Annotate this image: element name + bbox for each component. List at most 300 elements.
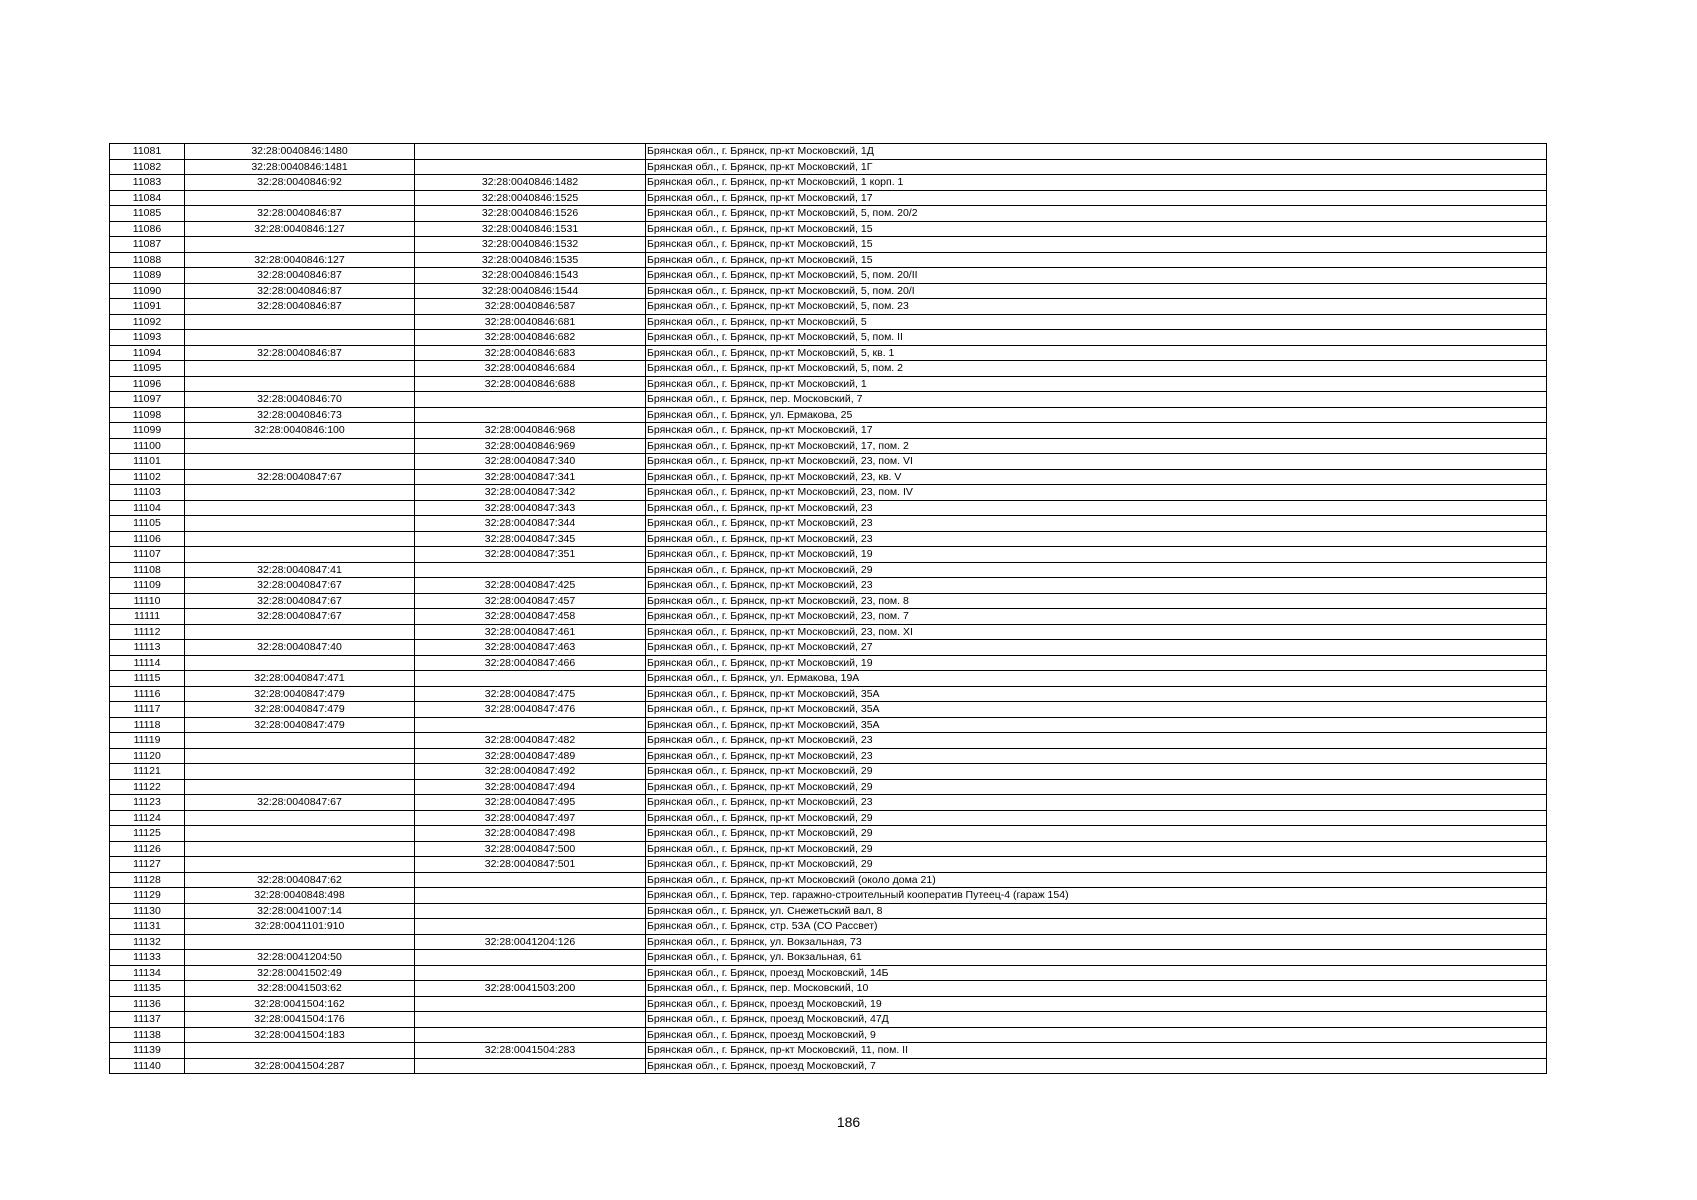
address-cell: Брянская обл., г. Брянск, пр-кт Московский, 23 bbox=[646, 516, 1547, 532]
object-cadastral-number-cell bbox=[415, 996, 646, 1012]
row-number-cell: 11133 bbox=[110, 950, 185, 966]
land-cadastral-number-cell: 32:28:0041504:287 bbox=[185, 1058, 415, 1074]
address-cell: Брянская обл., г. Брянск, пр-кт Московский, 23 bbox=[646, 748, 1547, 764]
object-cadastral-number-cell: 32:28:0040846:681 bbox=[415, 314, 646, 330]
table-row bbox=[110, 190, 1547, 206]
object-cadastral-number-cell bbox=[415, 872, 646, 888]
address-cell: Брянская обл., г. Брянск, пр-кт Московский, 5, пом. 20/2 bbox=[646, 206, 1547, 222]
address-cell: Брянская обл., г. Брянск, ул. Снежетьский вал, 8 bbox=[646, 903, 1547, 919]
land-cadastral-number-cell: 32:28:0040847:471 bbox=[185, 671, 415, 687]
object-cadastral-number-cell: 32:28:0040846:1531 bbox=[415, 221, 646, 237]
land-cadastral-number-cell: 32:28:0040846:1481 bbox=[185, 159, 415, 175]
land-cadastral-number-cell: 32:28:0041007:14 bbox=[185, 903, 415, 919]
row-number-cell: 11121 bbox=[110, 764, 185, 780]
table-row bbox=[110, 779, 1547, 795]
row-number-cell: 11126 bbox=[110, 841, 185, 857]
object-cadastral-number-cell: 32:28:0041504:283 bbox=[415, 1043, 646, 1059]
table-row bbox=[110, 423, 1547, 439]
address-cell: Брянская обл., г. Брянск, пр-кт Московский, 1Г bbox=[646, 159, 1547, 175]
table-row bbox=[110, 283, 1547, 299]
land-cadastral-number-cell bbox=[185, 934, 415, 950]
land-cadastral-number-cell bbox=[185, 764, 415, 780]
row-number-cell: 11088 bbox=[110, 252, 185, 268]
row-number-cell: 11103 bbox=[110, 485, 185, 501]
land-cadastral-number-cell: 32:28:0041504:176 bbox=[185, 1012, 415, 1028]
address-cell: Брянская обл., г. Брянск, пр-кт Московский, 5, пом. 23 bbox=[646, 299, 1547, 315]
land-cadastral-number-cell: 32:28:0040846:70 bbox=[185, 392, 415, 408]
land-cadastral-number-cell: 32:28:0041204:50 bbox=[185, 950, 415, 966]
row-number-cell: 11106 bbox=[110, 531, 185, 547]
address-cell: Брянская обл., г. Брянск, пр-кт Московский, 23 bbox=[646, 795, 1547, 811]
table-row bbox=[110, 686, 1547, 702]
address-cell: Брянская обл., г. Брянск, пр-кт Московский, 17, пом. 2 bbox=[646, 438, 1547, 454]
row-number-cell: 11087 bbox=[110, 237, 185, 253]
land-cadastral-number-cell bbox=[185, 237, 415, 253]
object-cadastral-number-cell: 32:28:0040846:1543 bbox=[415, 268, 646, 284]
object-cadastral-number-cell: 32:28:0040847:476 bbox=[415, 702, 646, 718]
table-row bbox=[110, 934, 1547, 950]
table-row bbox=[110, 500, 1547, 516]
table-row bbox=[110, 919, 1547, 935]
land-cadastral-number-cell: 32:28:0040846:127 bbox=[185, 252, 415, 268]
row-number-cell: 11101 bbox=[110, 454, 185, 470]
object-cadastral-number-cell: 32:28:0040847:494 bbox=[415, 779, 646, 795]
row-number-cell: 11095 bbox=[110, 361, 185, 377]
row-number-cell: 11129 bbox=[110, 888, 185, 904]
object-cadastral-number-cell bbox=[415, 144, 646, 160]
row-number-cell: 11120 bbox=[110, 748, 185, 764]
object-cadastral-number-cell: 32:28:0040847:344 bbox=[415, 516, 646, 532]
row-number-cell: 11115 bbox=[110, 671, 185, 687]
address-cell: Брянская обл., г. Брянск, ул. Ермакова, 19А bbox=[646, 671, 1547, 687]
registry-table-body bbox=[110, 144, 1547, 1074]
row-number-cell: 11139 bbox=[110, 1043, 185, 1059]
row-number-cell: 11082 bbox=[110, 159, 185, 175]
address-cell: Брянская обл., г. Брянск, пр-кт Московский, 1Д bbox=[646, 144, 1547, 160]
address-cell: Брянская обл., г. Брянск, пр-кт Московский, 23, пом. XI bbox=[646, 624, 1547, 640]
table-row bbox=[110, 965, 1547, 981]
object-cadastral-number-cell: 32:28:0040847:463 bbox=[415, 640, 646, 656]
address-cell: Брянская обл., г. Брянск, пр-кт Московский (около дома 21) bbox=[646, 872, 1547, 888]
object-cadastral-number-cell bbox=[415, 159, 646, 175]
object-cadastral-number-cell: 32:28:0040847:340 bbox=[415, 454, 646, 470]
row-number-cell: 11122 bbox=[110, 779, 185, 795]
object-cadastral-number-cell: 32:28:0040847:498 bbox=[415, 826, 646, 842]
table-row bbox=[110, 903, 1547, 919]
table-row bbox=[110, 655, 1547, 671]
land-cadastral-number-cell bbox=[185, 779, 415, 795]
table-row bbox=[110, 299, 1547, 315]
object-cadastral-number-cell bbox=[415, 1027, 646, 1043]
object-cadastral-number-cell bbox=[415, 562, 646, 578]
row-number-cell: 11107 bbox=[110, 547, 185, 563]
object-cadastral-number-cell: 32:28:0040847:342 bbox=[415, 485, 646, 501]
row-number-cell: 11092 bbox=[110, 314, 185, 330]
land-cadastral-number-cell bbox=[185, 361, 415, 377]
row-number-cell: 11114 bbox=[110, 655, 185, 671]
land-cadastral-number-cell: 32:28:0040846:100 bbox=[185, 423, 415, 439]
row-number-cell: 11135 bbox=[110, 981, 185, 997]
land-cadastral-number-cell: 32:28:0040846:87 bbox=[185, 283, 415, 299]
row-number-cell: 11117 bbox=[110, 702, 185, 718]
land-cadastral-number-cell: 32:28:0040847:67 bbox=[185, 469, 415, 485]
row-number-cell: 11105 bbox=[110, 516, 185, 532]
row-number-cell: 11119 bbox=[110, 733, 185, 749]
object-cadastral-number-cell: 32:28:0040847:458 bbox=[415, 609, 646, 625]
table-row bbox=[110, 268, 1547, 284]
table-row bbox=[110, 841, 1547, 857]
table-row bbox=[110, 562, 1547, 578]
row-number-cell: 11099 bbox=[110, 423, 185, 439]
row-number-cell: 11132 bbox=[110, 934, 185, 950]
object-cadastral-number-cell bbox=[415, 407, 646, 423]
table-row bbox=[110, 376, 1547, 392]
address-cell: Брянская обл., г. Брянск, пр-кт Московский, 29 bbox=[646, 826, 1547, 842]
land-cadastral-number-cell: 32:28:0040848:498 bbox=[185, 888, 415, 904]
land-cadastral-number-cell bbox=[185, 531, 415, 547]
row-number-cell: 11136 bbox=[110, 996, 185, 1012]
object-cadastral-number-cell: 32:28:0040846:1535 bbox=[415, 252, 646, 268]
object-cadastral-number-cell: 32:28:0040846:968 bbox=[415, 423, 646, 439]
table-row bbox=[110, 221, 1547, 237]
address-cell: Брянская обл., г. Брянск, пр-кт Московский, 35А bbox=[646, 686, 1547, 702]
address-cell: Брянская обл., г. Брянск, пр-кт Московский, 5, пом. 2 bbox=[646, 361, 1547, 377]
object-cadastral-number-cell: 32:28:0040846:1482 bbox=[415, 175, 646, 191]
land-cadastral-number-cell: 32:28:0040847:62 bbox=[185, 872, 415, 888]
address-cell: Брянская обл., г. Брянск, пр-кт Московский, 35А bbox=[646, 717, 1547, 733]
land-cadastral-number-cell: 32:28:0040846:127 bbox=[185, 221, 415, 237]
address-cell: Брянская обл., г. Брянск, пр-кт Московский, 11, пом. II bbox=[646, 1043, 1547, 1059]
table-row bbox=[110, 593, 1547, 609]
table-row bbox=[110, 438, 1547, 454]
land-cadastral-number-cell: 32:28:0040846:73 bbox=[185, 407, 415, 423]
object-cadastral-number-cell bbox=[415, 671, 646, 687]
row-number-cell: 11140 bbox=[110, 1058, 185, 1074]
table-row bbox=[110, 950, 1547, 966]
row-number-cell: 11085 bbox=[110, 206, 185, 222]
object-cadastral-number-cell bbox=[415, 919, 646, 935]
page-number: 186 bbox=[836, 1114, 861, 1130]
address-cell: Брянская обл., г. Брянск, пер. Московский, 7 bbox=[646, 392, 1547, 408]
table-row bbox=[110, 159, 1547, 175]
row-number-cell: 11109 bbox=[110, 578, 185, 594]
table-row bbox=[110, 345, 1547, 361]
table-row bbox=[110, 640, 1547, 656]
land-cadastral-number-cell bbox=[185, 500, 415, 516]
table-row bbox=[110, 314, 1547, 330]
land-cadastral-number-cell bbox=[185, 655, 415, 671]
table-row bbox=[110, 485, 1547, 501]
object-cadastral-number-cell: 32:28:0040847:500 bbox=[415, 841, 646, 857]
table-row bbox=[110, 392, 1547, 408]
object-cadastral-number-cell: 32:28:0041503:200 bbox=[415, 981, 646, 997]
object-cadastral-number-cell: 32:28:0040847:501 bbox=[415, 857, 646, 873]
row-number-cell: 11093 bbox=[110, 330, 185, 346]
row-number-cell: 11090 bbox=[110, 283, 185, 299]
object-cadastral-number-cell bbox=[415, 888, 646, 904]
object-cadastral-number-cell: 32:28:0040846:682 bbox=[415, 330, 646, 346]
land-cadastral-number-cell: 32:28:0040847:479 bbox=[185, 702, 415, 718]
object-cadastral-number-cell: 32:28:0040847:351 bbox=[415, 547, 646, 563]
land-cadastral-number-cell bbox=[185, 454, 415, 470]
row-number-cell: 11110 bbox=[110, 593, 185, 609]
address-cell: Брянская обл., г. Брянск, пр-кт Московский, 23, пом. 7 bbox=[646, 609, 1547, 625]
address-cell: Брянская обл., г. Брянск, пр-кт Московский, 23, пом. VI bbox=[646, 454, 1547, 470]
address-cell: Брянская обл., г. Брянск, пр-кт Московский, 15 bbox=[646, 221, 1547, 237]
land-cadastral-number-cell: 32:28:0041502:49 bbox=[185, 965, 415, 981]
address-cell: Брянская обл., г. Брянск, ул. Вокзальная, 73 bbox=[646, 934, 1547, 950]
address-cell: Брянская обл., г. Брянск, пр-кт Московский, 23, пом. IV bbox=[646, 485, 1547, 501]
table-row bbox=[110, 330, 1547, 346]
object-cadastral-number-cell: 32:28:0040847:425 bbox=[415, 578, 646, 594]
table-row bbox=[110, 1027, 1547, 1043]
table-row bbox=[110, 252, 1547, 268]
address-cell: Брянская обл., г. Брянск, тер. гаражно-строительный кооператив Путеец-4 (гараж 154) bbox=[646, 888, 1547, 904]
row-number-cell: 11096 bbox=[110, 376, 185, 392]
row-number-cell: 11118 bbox=[110, 717, 185, 733]
row-number-cell: 11112 bbox=[110, 624, 185, 640]
address-cell: Брянская обл., г. Брянск, пр-кт Московский, 29 bbox=[646, 841, 1547, 857]
row-number-cell: 11123 bbox=[110, 795, 185, 811]
address-cell: Брянская обл., г. Брянск, ул. Ермакова, 25 bbox=[646, 407, 1547, 423]
row-number-cell: 11098 bbox=[110, 407, 185, 423]
object-cadastral-number-cell: 32:28:0040847:482 bbox=[415, 733, 646, 749]
address-cell: Брянская обл., г. Брянск, пр-кт Московский, 23 bbox=[646, 578, 1547, 594]
land-cadastral-number-cell: 32:28:0040846:87 bbox=[185, 299, 415, 315]
object-cadastral-number-cell: 32:28:0040847:475 bbox=[415, 686, 646, 702]
table-row bbox=[110, 175, 1547, 191]
land-cadastral-number-cell bbox=[185, 190, 415, 206]
table-row bbox=[110, 469, 1547, 485]
row-number-cell: 11116 bbox=[110, 686, 185, 702]
address-cell: Брянская обл., г. Брянск, пр-кт Московский, 29 bbox=[646, 764, 1547, 780]
table-row bbox=[110, 764, 1547, 780]
row-number-cell: 11113 bbox=[110, 640, 185, 656]
table-row bbox=[110, 624, 1547, 640]
address-cell: Брянская обл., г. Брянск, пр-кт Московский, 29 bbox=[646, 779, 1547, 795]
land-cadastral-number-cell: 32:28:0041504:183 bbox=[185, 1027, 415, 1043]
land-cadastral-number-cell: 32:28:0040847:67 bbox=[185, 578, 415, 594]
land-cadastral-number-cell: 32:28:0040847:41 bbox=[185, 562, 415, 578]
land-cadastral-number-cell: 32:28:0040847:479 bbox=[185, 717, 415, 733]
table-row bbox=[110, 981, 1547, 997]
table-row bbox=[110, 810, 1547, 826]
row-number-cell: 11127 bbox=[110, 857, 185, 873]
land-cadastral-number-cell bbox=[185, 810, 415, 826]
row-number-cell: 11108 bbox=[110, 562, 185, 578]
address-cell: Брянская обл., г. Брянск, пр-кт Московский, 5, пом. 20/I bbox=[646, 283, 1547, 299]
land-cadastral-number-cell bbox=[185, 733, 415, 749]
address-cell: Брянская обл., г. Брянск, стр. 53А (СО Рассвет) bbox=[646, 919, 1547, 935]
table-row bbox=[110, 872, 1547, 888]
table-row bbox=[110, 748, 1547, 764]
object-cadastral-number-cell: 32:28:0040847:495 bbox=[415, 795, 646, 811]
address-cell: Брянская обл., г. Брянск, пр-кт Московский, 5, пом. 20/II bbox=[646, 268, 1547, 284]
address-cell: Брянская обл., г. Брянск, ул. Вокзальная, 61 bbox=[646, 950, 1547, 966]
object-cadastral-number-cell: 32:28:0040847:345 bbox=[415, 531, 646, 547]
table-row bbox=[110, 702, 1547, 718]
row-number-cell: 11091 bbox=[110, 299, 185, 315]
address-cell: Брянская обл., г. Брянск, пр-кт Московский, 23 bbox=[646, 500, 1547, 516]
land-cadastral-number-cell bbox=[185, 438, 415, 454]
table-row bbox=[110, 826, 1547, 842]
land-cadastral-number-cell: 32:28:0040846:1480 bbox=[185, 144, 415, 160]
object-cadastral-number-cell bbox=[415, 717, 646, 733]
land-cadastral-number-cell: 32:28:0040846:87 bbox=[185, 345, 415, 361]
row-number-cell: 11124 bbox=[110, 810, 185, 826]
address-cell: Брянская обл., г. Брянск, пр-кт Московский, 1 корп. 1 bbox=[646, 175, 1547, 191]
row-number-cell: 11081 bbox=[110, 144, 185, 160]
row-number-cell: 11094 bbox=[110, 345, 185, 361]
land-cadastral-number-cell: 32:28:0040847:67 bbox=[185, 593, 415, 609]
object-cadastral-number-cell: 32:28:0040846:684 bbox=[415, 361, 646, 377]
object-cadastral-number-cell: 32:28:0040846:1544 bbox=[415, 283, 646, 299]
address-cell: Брянская обл., г. Брянск, проезд Московский, 19 bbox=[646, 996, 1547, 1012]
land-cadastral-number-cell: 32:28:0040846:87 bbox=[185, 268, 415, 284]
row-number-cell: 11097 bbox=[110, 392, 185, 408]
table-row bbox=[110, 1058, 1547, 1074]
row-number-cell: 11084 bbox=[110, 190, 185, 206]
registry-table bbox=[109, 143, 1547, 1074]
land-cadastral-number-cell: 32:28:0041503:62 bbox=[185, 981, 415, 997]
row-number-cell: 11104 bbox=[110, 500, 185, 516]
table-row bbox=[110, 454, 1547, 470]
address-cell: Брянская обл., г. Брянск, проезд Московский, 47Д bbox=[646, 1012, 1547, 1028]
land-cadastral-number-cell: 32:28:0040847:67 bbox=[185, 795, 415, 811]
land-cadastral-number-cell bbox=[185, 624, 415, 640]
address-cell: Брянская обл., г. Брянск, пр-кт Московский, 27 bbox=[646, 640, 1547, 656]
address-cell: Брянская обл., г. Брянск, пр-кт Московский, 15 bbox=[646, 252, 1547, 268]
land-cadastral-number-cell bbox=[185, 826, 415, 842]
land-cadastral-number-cell bbox=[185, 330, 415, 346]
row-number-cell: 11102 bbox=[110, 469, 185, 485]
table-row bbox=[110, 516, 1547, 532]
address-cell: Брянская обл., г. Брянск, проезд Московский, 14Б bbox=[646, 965, 1547, 981]
row-number-cell: 11134 bbox=[110, 965, 185, 981]
address-cell: Брянская обл., г. Брянск, пр-кт Московский, 23, кв. V bbox=[646, 469, 1547, 485]
table-row bbox=[110, 531, 1547, 547]
row-number-cell: 11130 bbox=[110, 903, 185, 919]
object-cadastral-number-cell: 32:28:0040846:1532 bbox=[415, 237, 646, 253]
object-cadastral-number-cell bbox=[415, 965, 646, 981]
address-cell: Брянская обл., г. Брянск, пер. Московский, 10 bbox=[646, 981, 1547, 997]
table-row bbox=[110, 206, 1547, 222]
row-number-cell: 11100 bbox=[110, 438, 185, 454]
object-cadastral-number-cell: 32:28:0040846:1526 bbox=[415, 206, 646, 222]
table-row bbox=[110, 1043, 1547, 1059]
table-row bbox=[110, 717, 1547, 733]
table-row bbox=[110, 996, 1547, 1012]
object-cadastral-number-cell: 32:28:0040846:587 bbox=[415, 299, 646, 315]
object-cadastral-number-cell bbox=[415, 1058, 646, 1074]
address-cell: Брянская обл., г. Брянск, пр-кт Московский, 19 bbox=[646, 655, 1547, 671]
table-row bbox=[110, 888, 1547, 904]
object-cadastral-number-cell: 32:28:0040847:497 bbox=[415, 810, 646, 826]
address-cell: Брянская обл., г. Брянск, проезд Московский, 7 bbox=[646, 1058, 1547, 1074]
object-cadastral-number-cell: 32:28:0040846:683 bbox=[415, 345, 646, 361]
address-cell: Брянская обл., г. Брянск, пр-кт Московский, 19 bbox=[646, 547, 1547, 563]
object-cadastral-number-cell: 32:28:0040846:969 bbox=[415, 438, 646, 454]
row-number-cell: 11111 bbox=[110, 609, 185, 625]
row-number-cell: 11083 bbox=[110, 175, 185, 191]
land-cadastral-number-cell bbox=[185, 857, 415, 873]
land-cadastral-number-cell: 32:28:0041101:910 bbox=[185, 919, 415, 935]
row-number-cell: 11138 bbox=[110, 1027, 185, 1043]
object-cadastral-number-cell: 32:28:0040847:492 bbox=[415, 764, 646, 780]
object-cadastral-number-cell: 32:28:0041204:126 bbox=[415, 934, 646, 950]
table-row bbox=[110, 547, 1547, 563]
table-row bbox=[110, 407, 1547, 423]
row-number-cell: 11086 bbox=[110, 221, 185, 237]
row-number-cell: 11125 bbox=[110, 826, 185, 842]
address-cell: Брянская обл., г. Брянск, пр-кт Московский, 17 bbox=[646, 190, 1547, 206]
land-cadastral-number-cell bbox=[185, 516, 415, 532]
address-cell: Брянская обл., г. Брянск, пр-кт Московский, 29 bbox=[646, 857, 1547, 873]
land-cadastral-number-cell bbox=[185, 547, 415, 563]
table-row bbox=[110, 609, 1547, 625]
object-cadastral-number-cell: 32:28:0040847:343 bbox=[415, 500, 646, 516]
table-row bbox=[110, 237, 1547, 253]
address-cell: Брянская обл., г. Брянск, пр-кт Московский, 29 bbox=[646, 810, 1547, 826]
land-cadastral-number-cell: 32:28:0040846:87 bbox=[185, 206, 415, 222]
object-cadastral-number-cell: 32:28:0040846:688 bbox=[415, 376, 646, 392]
address-cell: Брянская обл., г. Брянск, пр-кт Московский, 29 bbox=[646, 562, 1547, 578]
table-row bbox=[110, 671, 1547, 687]
row-number-cell: 11131 bbox=[110, 919, 185, 935]
land-cadastral-number-cell: 32:28:0040846:92 bbox=[185, 175, 415, 191]
land-cadastral-number-cell: 32:28:0040847:40 bbox=[185, 640, 415, 656]
address-cell: Брянская обл., г. Брянск, пр-кт Московский, 5 bbox=[646, 314, 1547, 330]
object-cadastral-number-cell: 32:28:0040847:341 bbox=[415, 469, 646, 485]
object-cadastral-number-cell bbox=[415, 1012, 646, 1028]
row-number-cell: 11128 bbox=[110, 872, 185, 888]
land-cadastral-number-cell bbox=[185, 841, 415, 857]
land-cadastral-number-cell bbox=[185, 376, 415, 392]
address-cell: Брянская обл., г. Брянск, пр-кт Московский, 23, пом. 8 bbox=[646, 593, 1547, 609]
land-cadastral-number-cell bbox=[185, 485, 415, 501]
object-cadastral-number-cell: 32:28:0040846:1525 bbox=[415, 190, 646, 206]
land-cadastral-number-cell: 32:28:0040847:479 bbox=[185, 686, 415, 702]
object-cadastral-number-cell bbox=[415, 392, 646, 408]
table-row bbox=[110, 857, 1547, 873]
object-cadastral-number-cell bbox=[415, 903, 646, 919]
address-cell: Брянская обл., г. Брянск, пр-кт Московский, 5, кв. 1 bbox=[646, 345, 1547, 361]
object-cadastral-number-cell: 32:28:0040847:466 bbox=[415, 655, 646, 671]
address-cell: Брянская обл., г. Брянск, пр-кт Московский, 15 bbox=[646, 237, 1547, 253]
land-cadastral-number-cell: 32:28:0040847:67 bbox=[185, 609, 415, 625]
table-row bbox=[110, 361, 1547, 377]
address-cell: Брянская обл., г. Брянск, пр-кт Московский, 1 bbox=[646, 376, 1547, 392]
land-cadastral-number-cell bbox=[185, 314, 415, 330]
row-number-cell: 11137 bbox=[110, 1012, 185, 1028]
address-cell: Брянская обл., г. Брянск, пр-кт Московский, 5, пом. II bbox=[646, 330, 1547, 346]
table-row bbox=[110, 144, 1547, 160]
table-row bbox=[110, 733, 1547, 749]
land-cadastral-number-cell: 32:28:0041504:162 bbox=[185, 996, 415, 1012]
object-cadastral-number-cell: 32:28:0040847:461 bbox=[415, 624, 646, 640]
address-cell: Брянская обл., г. Брянск, пр-кт Московский, 23 bbox=[646, 733, 1547, 749]
object-cadastral-number-cell: 32:28:0040847:457 bbox=[415, 593, 646, 609]
table-row bbox=[110, 1012, 1547, 1028]
address-cell: Брянская обл., г. Брянск, проезд Московский, 9 bbox=[646, 1027, 1547, 1043]
land-cadastral-number-cell bbox=[185, 1043, 415, 1059]
table-row bbox=[110, 578, 1547, 594]
land-cadastral-number-cell bbox=[185, 748, 415, 764]
table-row bbox=[110, 795, 1547, 811]
row-number-cell: 11089 bbox=[110, 268, 185, 284]
object-cadastral-number-cell bbox=[415, 950, 646, 966]
object-cadastral-number-cell: 32:28:0040847:489 bbox=[415, 748, 646, 764]
